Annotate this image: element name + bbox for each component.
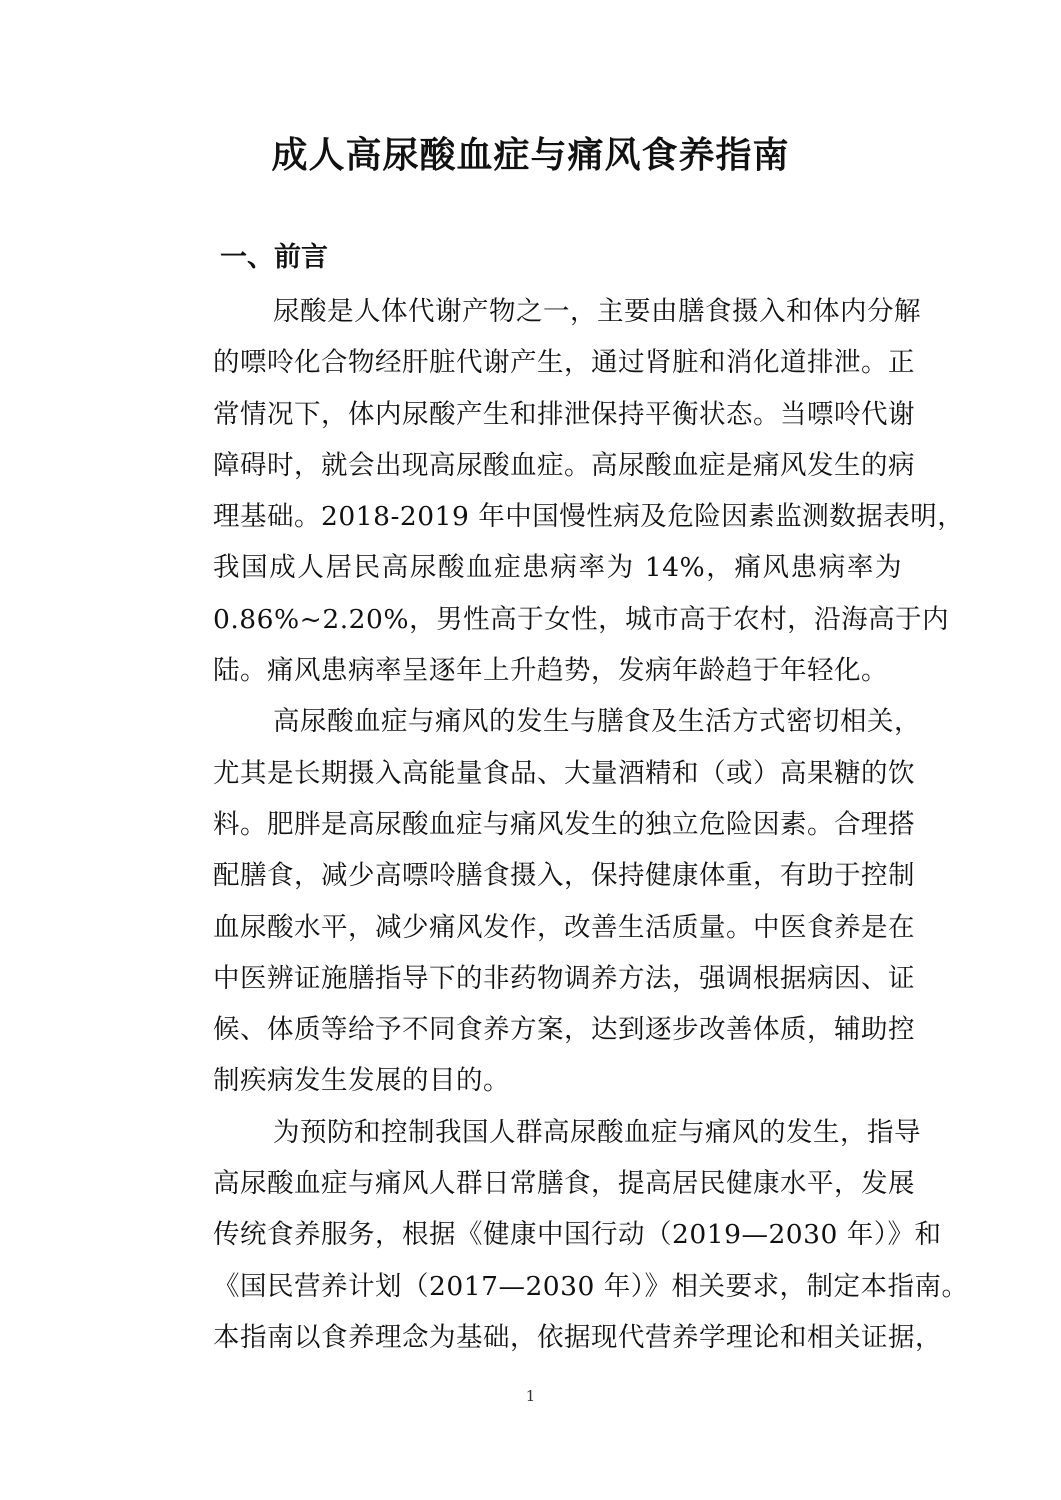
paragraph-3 xyxy=(160,1107,969,1363)
paragraph-line: 为预防和控制我国人群高尿酸血症与痛风的发生，指导 xyxy=(273,1116,921,1148)
paragraph-line: 尿酸是人体代谢产物之一，主要由膳食摄入和体内分解 xyxy=(273,296,921,327)
paragraph-line: 的嘌呤化合物经肝脏代谢产生，通过肾脏和消化道排泄。正 xyxy=(213,347,915,379)
paragraph-line: 料。肥胖是高尿酸血症与痛风发生的独立危险因素。合理搭 xyxy=(213,808,915,840)
paragraph-line: 血尿酸水平，减少痛风发作，改善生活质量。中医食养是在 xyxy=(213,911,915,943)
paragraph-line: 候、体质等给予不同食养方案，达到逐步改善体质，辅助控 xyxy=(213,1014,915,1046)
paragraph-line: 常情况下，体内尿酸产生和排泄保持平衡状态。当嘌呤代谢 xyxy=(213,398,915,430)
paragraph-line: 我国成人居民高尿酸血症患病率为 14%，痛风患病率为 xyxy=(213,552,902,584)
paragraph-line: 《国民营养计划（2017—2030 年）》相关要求，制定本指南。 xyxy=(213,1270,969,1302)
section-heading: 一、前言 xyxy=(220,242,328,273)
paragraph-line: 制疾病发生发展的目的。 xyxy=(213,1065,510,1097)
paragraph-line: 高尿酸血症与痛风的发生与膳食及生活方式密切相关， xyxy=(273,706,921,738)
paragraph-line: 尤其是长期摄入高能量食品、大量酒精和（或）高果糖的饮 xyxy=(213,757,915,789)
paragraph-line: 0.86%~2.20%，男性高于女性，城市高于农村，沿海高于内 xyxy=(213,603,950,635)
paragraph-2 xyxy=(160,696,921,1106)
paragraph-line: 高尿酸血症与痛风人群日常膳食，提高居民健康水平，发展 xyxy=(213,1168,915,1200)
paragraph-line: 配膳食，减少高嘌呤膳食摄入，保持健康体重，有助于控制 xyxy=(213,860,915,892)
paragraph-line: 陆。痛风患病率呈逐年上升趋势，发病年龄趋于年轻化。 xyxy=(213,655,888,687)
body-text xyxy=(160,286,969,1363)
document-title: 成人高尿酸血症与痛风食养指南 xyxy=(271,135,790,176)
paragraph-1 xyxy=(160,286,965,696)
page-number: 1 xyxy=(525,1387,536,1405)
paragraph-line: 理基础。2018-2019 年中国慢性病及危险因素监测数据表明， xyxy=(213,501,965,533)
paragraph-line: 中医辨证施膳指导下的非药物调养方法，强调根据病因、证 xyxy=(213,962,915,994)
paragraph-line: 障碍时，就会出现高尿酸血症。高尿酸血症是痛风发生的病 xyxy=(213,449,915,481)
paragraph-line: 本指南以食养理念为基础，依据现代营养学理论和相关证据， xyxy=(213,1321,942,1353)
paragraph-line: 传统食养服务，根据《健康中国行动（2019—2030 年）》和 xyxy=(213,1219,942,1251)
